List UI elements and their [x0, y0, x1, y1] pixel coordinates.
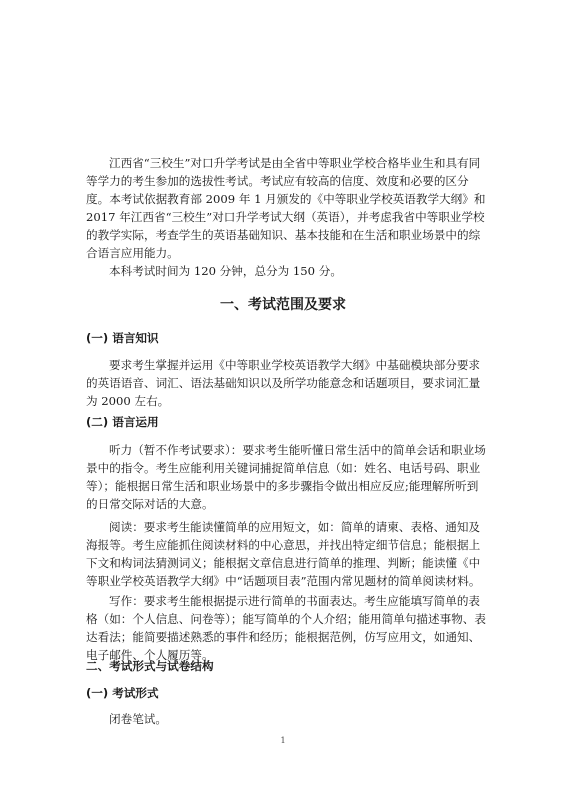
writing-paragraph: 写作：要求考生能根据提示进行简单的书面表达。考生应能填写简单的表格（如：个人信息、问卷等）；能写简单的个人介绍；能用简单句描述事物、表达看法；能简要描述熟悉的事件和经历；能根据范例，仿写应用文，如通知、电子邮件、个人履历等。 — [86, 594, 486, 662]
intro-paragraph: 江西省“三校生”对口升学考试是由全省中等职业学校合格毕业生和具有同等学力的考生参加的选拔性考试。考试应有较高的信度、效度和必要的区分度。本考试依据教育部 2009 年 1 月颁发的《中等职业学校英语教学大纲》和 2017 年江西省“三校生”对口升学考试大纲（英语），并考虑我省中等职业学校的教学实际，考查学生的英语基础知识、基本技能和在生活和职业场景中的综合语言应用能力。 — [86, 156, 486, 260]
reading-paragraph: 阅读：要求考生能读懂简单的应用短文，如：简单的请柬、表格、通知及海报等。考生应能抓住阅读材料的中心意思，并找出特定细节信息；能根据上下文和构词法猜测词义；能根据文章信息进行简单的推理、判断；能读懂《中等职业学校英语教学大纲》中“话题项目表”范围内常见题材的简单阅读材料。 — [86, 520, 481, 588]
listening-paragraph: 听力（暂不作考试要求）：要求考生能听懂日常生活中的简单会话和职业场景中的指令。考生应能利用关键词捕捉简单信息（如：姓名、电话号码、职业等）；能根据日常生活和职业场景中的多步骤指令做出相应反应;能理解所听到的日常交际对话的大意。 — [86, 443, 486, 511]
language-knowledge-paragraph: 要求考生掌握并运用《中等职业学校英语教学大纲》中基础模块部分要求的英语语音、词汇、语法基础知识以及所学功能意念和话题项目，要求词汇量为 2000 左右。 — [86, 358, 481, 408]
exam-duration-paragraph: 本科考试时间为 120 分钟，总分为 150 分。 — [109, 264, 342, 278]
subsection-exam-form-heading: (一) 考试形式 — [86, 686, 159, 700]
exam-form-paragraph: 闭卷笔试。 — [109, 712, 167, 726]
section-1-title: 一、考试范围及要求 — [220, 297, 346, 313]
section-2-title: 二、考试形式与试卷结构 — [86, 659, 214, 673]
subsection-language-use-heading: (二) 语言运用 — [86, 415, 159, 429]
page-number: 1 — [280, 736, 286, 745]
subsection-language-knowledge-heading: (一) 语言知识 — [86, 331, 159, 345]
